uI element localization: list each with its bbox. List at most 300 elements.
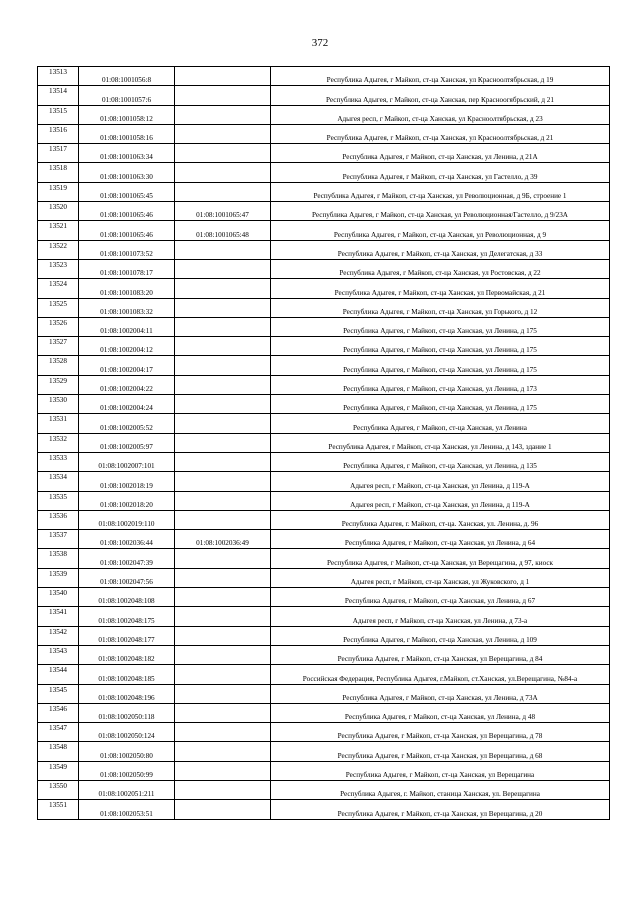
address-text: Республика Адыгея, г Майкоп, ст-ца Ханская, ул Верещагина, д 78 [337, 732, 543, 741]
table-row [38, 279, 610, 298]
row-number-text: 13534 [49, 473, 67, 482]
address-cell [271, 317, 610, 336]
table-row [38, 626, 610, 645]
row-number-cell [38, 588, 79, 607]
related-cadastral-number-cell [175, 86, 271, 105]
row-number-text: 13514 [49, 87, 67, 96]
related-cadastral-number-cell [175, 240, 271, 259]
address-text: Республика Адыгея, г Майкоп, ст-ца Ханская, ул Гастелло, д 39 [342, 172, 538, 181]
table-row [38, 684, 610, 703]
cadastral-number-text: 01:08:1002048:108 [98, 597, 155, 606]
cadastral-number-cell [79, 395, 175, 414]
cadastral-number-text: 01:08:1002047:56 [100, 578, 153, 587]
row-number-cell [38, 568, 79, 587]
address-text: Республика Адыгея, г Майкоп, ст-ца Ханская, ул Верещагина, д 20 [337, 809, 543, 818]
cadastral-number-text: 01:08:1001063:34 [100, 153, 153, 162]
address-cell [271, 665, 610, 684]
related-cadastral-number-cell [175, 105, 271, 124]
related-cadastral-number-cell [175, 279, 271, 298]
table-row [38, 723, 610, 742]
row-number-cell [38, 221, 79, 240]
cadastral-number-text: 01:08:1002004:12 [100, 346, 153, 355]
row-number-text: 13544 [49, 666, 67, 675]
cadastral-number-text: 01:08:1001065:45 [100, 192, 153, 201]
row-number-text: 13517 [49, 145, 67, 154]
related-cadastral-number-cell [175, 723, 271, 742]
cadastral-number-text: 01:08:1002018:20 [100, 500, 153, 509]
table-row [38, 337, 610, 356]
address-cell [271, 491, 610, 510]
cadastral-number-cell [79, 530, 175, 549]
row-number-text: 13527 [49, 338, 67, 347]
address-text: Республика Адыгея, г Майкоп, ст-ца Ханская, ул Ленина, д 48 [344, 713, 536, 722]
cadastral-number-text: 01:08:1002048:185 [98, 674, 155, 683]
table-row [38, 67, 610, 86]
address-text: Республика Адыгея, г. Майкоп, станица Ханская, ул. Верещагина [340, 790, 540, 799]
address-text: Республика Адыгея, г Майкоп, ст-ца Ханская, ул Ленина, д 175 [343, 346, 537, 355]
address-cell [271, 202, 610, 221]
row-number-text: 13524 [49, 280, 67, 289]
row-number-cell [38, 356, 79, 375]
row-number-cell [38, 67, 79, 86]
row-number-cell [38, 780, 79, 799]
cadastral-number-text: 01:08:1002036:44 [100, 539, 153, 548]
address-text: Адыгея респ, г Майкоп, ст-ца Ханская, ул Ленина, д 119-А [350, 500, 530, 509]
address-cell [271, 259, 610, 278]
row-number-text: 13533 [49, 453, 67, 462]
cadastral-number-cell [79, 761, 175, 780]
address-text: Республика Адыгея, г Майкоп, ст-ца Ханская, ул Ленина, д 173 [343, 385, 537, 394]
table-row [38, 433, 610, 452]
cadastral-number-text: 01:08:1001065:46 [100, 211, 153, 220]
row-number-cell [38, 530, 79, 549]
row-number-text: 13518 [49, 164, 67, 173]
related-cadastral-number-text: 01:08:1002036:49 [196, 539, 249, 548]
related-cadastral-number-cell [175, 703, 271, 722]
address-cell [271, 240, 610, 259]
row-number-text: 13548 [49, 743, 67, 752]
table-row [38, 375, 610, 394]
row-number-text: 13539 [49, 569, 67, 578]
address-cell [271, 645, 610, 664]
row-number-text: 13526 [49, 318, 67, 327]
cadastral-number-text: 01:08:1001083:20 [100, 288, 153, 297]
cadastral-number-text: 01:08:1002050:80 [100, 751, 153, 760]
address-text: Республика Адыгея, г Майкоп, ст-ца Ханская, ул Ленина, д 175 [343, 327, 537, 336]
address-cell [271, 414, 610, 433]
related-cadastral-number-cell [175, 665, 271, 684]
address-text: Республика Адыгея, г Майкоп, ст-ца Ханская, ул Ленина, д 143, здание 1 [328, 442, 552, 451]
address-cell [271, 86, 610, 105]
address-text: Российская Федерация, Республика Адыгея, г.Майкоп, ст.Ханская, ул.Верещагина, №84-а [302, 674, 578, 683]
row-number-text: 13531 [49, 415, 67, 424]
address-text: Республика Адыгея, г Майкоп, ст-ца Ханская, ул Революционная, д 9Б, строение 1 [313, 192, 567, 201]
related-cadastral-number-cell [175, 568, 271, 587]
table-row [38, 452, 610, 471]
cadastral-number-text: 01:08:1002004:22 [100, 385, 153, 394]
related-cadastral-number-cell [175, 780, 271, 799]
related-cadastral-number-text: 01:08:1001065:48 [196, 230, 249, 239]
row-number-cell [38, 240, 79, 259]
address-cell [271, 279, 610, 298]
row-number-cell [38, 182, 79, 201]
cadastral-number-text: 01:08:1002007:101 [98, 462, 155, 471]
cadastral-number-text: 01:08:1001057:6 [101, 95, 152, 104]
address-cell [271, 626, 610, 645]
table-row [38, 703, 610, 722]
row-number-text: 13546 [49, 704, 67, 713]
row-number-cell [38, 684, 79, 703]
address-text: Республика Адыгея, г Майкоп, ст-ца Ханская, ул Ленина, д 21А [342, 153, 538, 162]
row-number-text: 13529 [49, 376, 67, 385]
cadastral-number-text: 01:08:1001058:12 [100, 114, 153, 123]
cadastral-number-cell [79, 626, 175, 645]
table-row [38, 800, 610, 819]
address-cell [271, 568, 610, 587]
row-number-text: 13545 [49, 685, 67, 694]
address-cell [271, 433, 610, 452]
cadastral-number-text: 01:08:1002048:182 [98, 655, 155, 664]
address-text: Республика Адыгея, г Майкоп, ст-ца Ханская, ул Первомайская, д 21 [334, 288, 546, 297]
cadastral-number-cell [79, 452, 175, 471]
address-text: Республика Адыгея, г Майкоп, ст-ца Ханская, ул Красноолтябрьская, д 19 [326, 76, 554, 85]
address-cell [271, 221, 610, 240]
address-text: Республика Адыгея, г Майкоп, ст-ца Ханская, ул Верещагина, д 68 [337, 751, 543, 760]
cadastral-number-cell [79, 414, 175, 433]
row-number-cell [38, 298, 79, 317]
row-number-cell [38, 395, 79, 414]
related-cadastral-number-cell [175, 298, 271, 317]
row-number-cell [38, 105, 79, 124]
cadastral-number-text: 01:08:1002047:39 [100, 558, 153, 567]
address-text: Республика Адыгея, г Майкоп, ст-ца Ханская, ул Верещагина [345, 770, 535, 779]
address-cell [271, 800, 610, 819]
related-cadastral-number-cell [175, 800, 271, 819]
address-cell [271, 163, 610, 182]
table-row [38, 144, 610, 163]
row-number-cell [38, 742, 79, 761]
row-number-cell [38, 645, 79, 664]
row-number-text: 13515 [49, 106, 67, 115]
address-text: Республика Адыгея, г Майкоп, ст-ца Ханская, ул Ленина, д 67 [344, 597, 536, 606]
table-row [38, 491, 610, 510]
related-cadastral-number-text: 01:08:1001065:47 [196, 211, 249, 220]
row-number-cell [38, 761, 79, 780]
cadastral-number-cell [79, 124, 175, 143]
address-cell [271, 530, 610, 549]
address-cell [271, 452, 610, 471]
cadastral-number-text: 01:08:1002004:11 [100, 327, 153, 336]
cadastral-number-cell [79, 182, 175, 201]
cadastral-number-cell [79, 259, 175, 278]
table-row [38, 182, 610, 201]
table-row [38, 221, 610, 240]
table-row [38, 259, 610, 278]
address-text: Адыгея респ, г Майкоп, ст-ца Ханская, ул Ленина, д 73-а [352, 616, 528, 625]
row-number-cell [38, 433, 79, 452]
row-number-text: 13520 [49, 203, 67, 212]
address-text: Республика Адыгея, г Майкоп, ст-ца Ханская, ул Красноолтябрьская, д 21 [326, 134, 554, 143]
cadastral-number-cell [79, 375, 175, 394]
address-cell [271, 105, 610, 124]
cadastral-number-cell [79, 317, 175, 336]
cadastral-number-text: 01:08:1002050:118 [98, 713, 155, 722]
row-number-text: 13521 [49, 222, 67, 231]
table-row [38, 298, 610, 317]
row-number-cell [38, 452, 79, 471]
row-number-cell [38, 202, 79, 221]
address-text: Республика Адыгея, г. Майкоп, ст-ца. Ханская, ул. Ленина, д. 96 [341, 520, 539, 529]
cadastral-number-text: 01:08:1001058:16 [100, 134, 153, 143]
cadastral-number-cell [79, 800, 175, 819]
related-cadastral-number-cell [175, 356, 271, 375]
cadastral-number-text: 01:08:1001073:52 [100, 249, 153, 258]
related-cadastral-number-cell [175, 144, 271, 163]
cadastral-number-cell [79, 684, 175, 703]
address-text: Республика Адыгея, г Майкоп, ст-ца Ханская, ул Ленина, д 109 [343, 635, 537, 644]
cadastral-number-cell [79, 510, 175, 529]
address-cell [271, 607, 610, 626]
address-text: Республика Адыгея, г Майкоп, ст-ца Ханская, ул Ленина, д 175 [343, 404, 537, 413]
row-number-text: 13513 [49, 68, 67, 76]
row-number-text: 13536 [49, 511, 67, 520]
related-cadastral-number-cell [175, 182, 271, 201]
related-cadastral-number-cell [175, 259, 271, 278]
address-cell [271, 472, 610, 491]
address-text: Республика Адыгея, г Майкоп, ст-ца Ханская, ул Ленина [353, 423, 527, 432]
cadastral-number-cell [79, 67, 175, 86]
cadastral-number-cell [79, 105, 175, 124]
address-text: Республика Адыгея, г Майкоп, ст-ца Ханская, ул Ленина, д 73А [342, 693, 538, 702]
row-number-cell [38, 491, 79, 510]
row-number-cell [38, 163, 79, 182]
table-row [38, 761, 610, 780]
cadastral-number-text: 01:08:1001083:32 [100, 307, 153, 316]
address-cell [271, 67, 610, 86]
cadastral-number-cell [79, 588, 175, 607]
row-number-cell [38, 723, 79, 742]
table-row [38, 356, 610, 375]
cadastral-number-cell [79, 298, 175, 317]
cadastral-number-cell [79, 240, 175, 259]
table-row [38, 124, 610, 143]
related-cadastral-number-text [175, 818, 270, 819]
related-cadastral-number-cell [175, 67, 271, 86]
cadastral-number-text: 01:08:1002053:51 [100, 809, 153, 818]
cadastral-number-cell [79, 723, 175, 742]
address-text: Республика Адыгея, г Майкоп, ст-ца Ханская, ул Делегатская, д 33 [337, 249, 543, 258]
row-number-cell [38, 86, 79, 105]
related-cadastral-number-cell [175, 549, 271, 568]
table-row [38, 780, 610, 799]
related-cadastral-number-cell [175, 433, 271, 452]
row-number-text: 13532 [49, 434, 67, 443]
related-cadastral-number-cell [175, 375, 271, 394]
cadastral-number-text: 01:08:1001056:8 [101, 76, 152, 85]
related-cadastral-number-cell [175, 472, 271, 491]
related-cadastral-number-cell [175, 124, 271, 143]
address-text: Адыгея респ, г Майкоп, ст-ца Ханская, ул Красноолтябрьская, д 23 [337, 114, 543, 123]
cadastral-number-text: 01:08:1002048:177 [98, 635, 155, 644]
related-cadastral-number-cell [175, 684, 271, 703]
registry-body [38, 67, 610, 820]
table-row [38, 607, 610, 626]
row-number-text: 13543 [49, 646, 67, 655]
cadastral-number-text: 01:08:1002048:175 [98, 616, 155, 625]
cadastral-number-cell [79, 472, 175, 491]
row-number-cell [38, 337, 79, 356]
address-text: Республика Адыгея, г Майкоп, ст-ца Ханская, ул Ленина, д 135 [343, 462, 537, 471]
table-row [38, 414, 610, 433]
cadastral-number-cell [79, 279, 175, 298]
row-number-text: 13525 [49, 299, 67, 308]
cadastral-number-text: 01:08:1002051:211 [98, 790, 155, 799]
cadastral-number-text: 01:08:1002019:110 [98, 520, 155, 529]
row-number-text: 13541 [49, 608, 67, 617]
table-row [38, 530, 610, 549]
address-text: Республика Адыгея, г Майкоп, ст-ца Ханская, ул Революционная, д 9 [333, 230, 547, 239]
registry-table [37, 66, 610, 820]
address-text: Адыгея респ, г Майкоп, ст-ца Ханская, ул Ленина, д 119-А [350, 481, 530, 490]
row-number-text: 13540 [49, 589, 67, 598]
related-cadastral-number-cell [175, 491, 271, 510]
row-number-cell [38, 414, 79, 433]
row-number-cell [38, 626, 79, 645]
cadastral-number-cell [79, 742, 175, 761]
row-number-cell [38, 510, 79, 529]
cadastral-number-text: 01:08:1002004:17 [100, 365, 153, 374]
cadastral-number-text: 01:08:1002005:97 [100, 442, 153, 451]
table-row [38, 645, 610, 664]
related-cadastral-number-cell [175, 530, 271, 549]
cadastral-number-cell [79, 356, 175, 375]
cadastral-number-text: 01:08:1002048:196 [98, 693, 155, 702]
table-row [38, 568, 610, 587]
address-cell [271, 144, 610, 163]
row-number-text: 13522 [49, 241, 67, 250]
table-row [38, 240, 610, 259]
related-cadastral-number-cell [175, 221, 271, 240]
cadastral-number-text: 01:08:1002005:52 [100, 423, 153, 432]
row-number-text: 13528 [49, 357, 67, 366]
address-cell [271, 337, 610, 356]
related-cadastral-number-cell [175, 202, 271, 221]
row-number-text: 13516 [49, 125, 67, 134]
table-row [38, 472, 610, 491]
address-cell [271, 703, 610, 722]
row-number-text: 13535 [49, 492, 67, 501]
cadastral-number-text: 01:08:1002050:124 [98, 732, 155, 741]
address-cell [271, 124, 610, 143]
cadastral-number-cell [79, 86, 175, 105]
page-number: 372 [311, 37, 329, 49]
cadastral-number-text: 01:08:1002018:19 [100, 481, 153, 490]
cadastral-number-cell [79, 568, 175, 587]
related-cadastral-number-cell [175, 395, 271, 414]
cadastral-number-cell [79, 665, 175, 684]
cadastral-number-text: 01:08:1002050:99 [100, 770, 153, 779]
related-cadastral-number-cell [175, 317, 271, 336]
cadastral-number-cell [79, 163, 175, 182]
row-number-text: 13549 [49, 762, 67, 771]
address-cell [271, 298, 610, 317]
table-row [38, 510, 610, 529]
row-number-text: 13530 [49, 396, 67, 405]
row-number-cell [38, 279, 79, 298]
row-number-cell [38, 665, 79, 684]
related-cadastral-number-cell [175, 452, 271, 471]
row-number-text: 13523 [49, 260, 67, 269]
cadastral-number-cell [79, 202, 175, 221]
cadastral-number-cell [79, 433, 175, 452]
related-cadastral-number-cell [175, 337, 271, 356]
row-number-cell [38, 549, 79, 568]
row-number-text: 13542 [49, 627, 67, 636]
cadastral-number-cell [79, 645, 175, 664]
table-row [38, 86, 610, 105]
table-row [38, 588, 610, 607]
cadastral-number-cell [79, 491, 175, 510]
row-number-cell [38, 703, 79, 722]
cadastral-number-cell [79, 703, 175, 722]
address-text: Республика Адыгея, г Майкоп, ст-ца Ханская, ул Ленина, д 64 [344, 539, 536, 548]
related-cadastral-number-cell [175, 588, 271, 607]
address-cell [271, 684, 610, 703]
cadastral-number-text: 01:08:1001065:46 [100, 230, 153, 239]
related-cadastral-number-cell [175, 742, 271, 761]
row-number-cell [38, 375, 79, 394]
table-row [38, 742, 610, 761]
cadastral-number-cell [79, 221, 175, 240]
table-row [38, 202, 610, 221]
address-cell [271, 723, 610, 742]
address-cell [271, 780, 610, 799]
related-cadastral-number-cell [175, 626, 271, 645]
address-text: Республика Адыгея, г Майкоп, ст-ца Ханская, ул Ростовская, д 22 [339, 269, 541, 278]
address-cell [271, 356, 610, 375]
address-text: Республика Адыгея, г Майкоп, ст-ца Ханская, пер Красноогябрьский, д 21 [326, 95, 554, 104]
address-cell [271, 588, 610, 607]
row-number-cell [38, 259, 79, 278]
row-number-text: 13537 [49, 531, 67, 540]
address-text: Республика Адыгея, г Майкоп, ст-ца Ханская, ул Верещагина, д 84 [337, 655, 543, 664]
row-number-cell [38, 607, 79, 626]
address-cell [271, 182, 610, 201]
table-row [38, 105, 610, 124]
address-cell [271, 761, 610, 780]
row-number-text: 13547 [49, 724, 67, 733]
related-cadastral-number-cell [175, 163, 271, 182]
table-row [38, 549, 610, 568]
row-number-cell [38, 124, 79, 143]
related-cadastral-number-cell [175, 510, 271, 529]
row-number-cell [38, 800, 79, 819]
related-cadastral-number-cell [175, 645, 271, 664]
cadastral-number-cell [79, 780, 175, 799]
cadastral-number-cell [79, 549, 175, 568]
cadastral-number-text: 01:08:1001063:30 [100, 172, 153, 181]
cadastral-number-text: 01:08:1001078:17 [100, 269, 153, 278]
table-row [38, 317, 610, 336]
related-cadastral-number-cell [175, 414, 271, 433]
address-cell [271, 549, 610, 568]
cadastral-number-cell [79, 144, 175, 163]
address-text: Адыгея респ, г Майкоп, ст-ца Ханская, ул Жуковского, д 1 [350, 578, 530, 587]
row-number-text: 13519 [49, 183, 67, 192]
related-cadastral-number-cell [175, 607, 271, 626]
table-row [38, 395, 610, 414]
address-text: Республика Адыгея, г Майкоп, ст-ца Ханская, ул Горького, д 12 [342, 307, 538, 316]
